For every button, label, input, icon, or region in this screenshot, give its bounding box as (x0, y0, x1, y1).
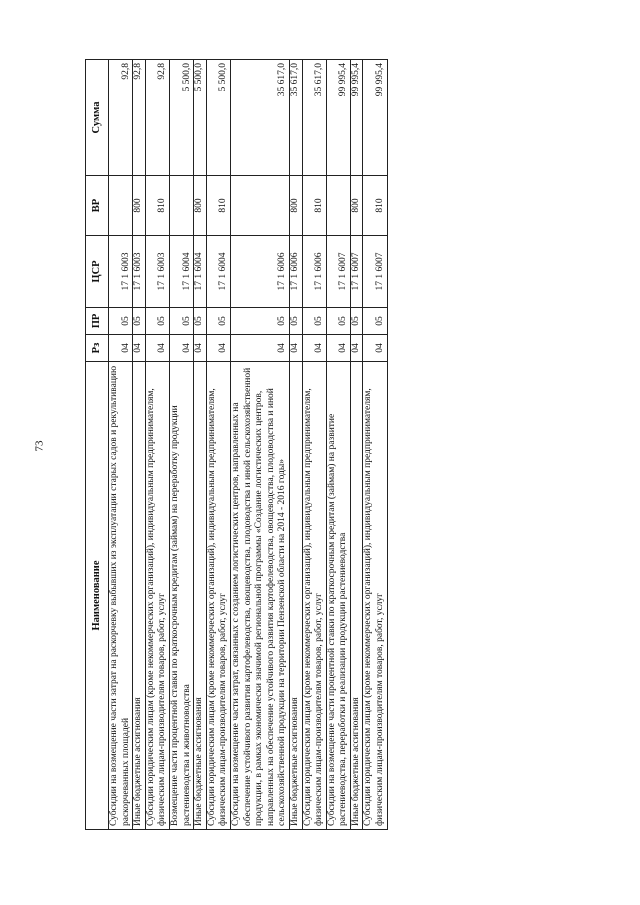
cell-pr: 05 (289, 308, 302, 335)
cell-csr: 17 1 6006 (230, 236, 289, 308)
cell-csr: 17 1 6004 (169, 236, 193, 308)
cell-vr: 800 (289, 176, 302, 236)
cell-sum: 35 617,0 (230, 60, 289, 176)
cell-name: Иные бюджетные ассигнования (133, 362, 146, 830)
cell-csr: 17 1 6003 (133, 236, 146, 308)
cell-sum: 99 995,4 (363, 60, 387, 176)
cell-sum: 99 995,4 (326, 60, 350, 176)
header-sum: Сумма (86, 60, 109, 176)
header-csr: ЦСР (86, 236, 109, 308)
cell-csr: 17 1 6003 (145, 236, 169, 308)
cell-sum: 99 995,4 (350, 60, 363, 176)
table-row (145, 60, 169, 830)
cell-rz: 04 (302, 335, 326, 362)
cell-csr: 17 1 6006 (302, 236, 326, 308)
cell-rz: 04 (350, 335, 363, 362)
table-row (194, 60, 207, 830)
cell-pr: 05 (326, 308, 350, 335)
cell-name: Иные бюджетные ассигнования (350, 362, 363, 830)
cell-csr: 17 1 6007 (363, 236, 387, 308)
cell-pr: 05 (145, 308, 169, 335)
table-body (109, 60, 388, 830)
cell-pr: 05 (363, 308, 387, 335)
cell-pr: 05 (230, 308, 289, 335)
cell-name: Субсидии на возмещение части затрат, связанных с созданием логистических центров, направленных на обеспечение устойчивого развития картофелеводства, овощеводства, плодоводства и иной сельскохозяйственной продукции, в рамках экономически значимой региональной программы «Создание логистических центров, направленных на обеспечение устойчивого развития картофелеводства, овощеводства, плодоводства и иной сельскохозяйственной продукции на территории Пензенской области на 2014 - 2016 годы» (230, 362, 289, 830)
table-row (169, 60, 193, 830)
table-row (109, 60, 133, 830)
cell-rz: 04 (326, 335, 350, 362)
table-row (133, 60, 146, 830)
header-rz: Рз (86, 335, 109, 362)
cell-csr: 17 1 6004 (194, 236, 207, 308)
table-row (363, 60, 387, 830)
table-row (230, 60, 289, 830)
cell-vr (326, 176, 350, 236)
cell-sum: 92,8 (133, 60, 146, 176)
cell-name: Иные бюджетные ассигнования (194, 362, 207, 830)
cell-pr: 05 (109, 308, 133, 335)
header-name: Наименование (86, 362, 109, 830)
cell-name: Субсидии юридическим лицам (кроме некоммерческих организаций), индивидуальным предпринимателям, физическим лицам-производителям товаров, работ, услуг (363, 362, 387, 830)
cell-vr (230, 176, 289, 236)
cell-pr: 05 (133, 308, 146, 335)
header-pr: ПР (86, 308, 109, 335)
cell-vr (169, 176, 193, 236)
header-vr: ВР (86, 176, 109, 236)
cell-vr: 810 (145, 176, 169, 236)
cell-rz: 04 (145, 335, 169, 362)
cell-pr: 05 (350, 308, 363, 335)
cell-rz: 04 (194, 335, 207, 362)
cell-vr: 810 (302, 176, 326, 236)
cell-sum: 5 500,0 (206, 60, 230, 176)
cell-csr: 17 1 6007 (350, 236, 363, 308)
cell-sum: 5 500,0 (169, 60, 193, 176)
cell-pr: 05 (302, 308, 326, 335)
cell-name: Возмещение части процентной ставки по краткосрочным кредитам (займам) на переработку продукции растениеводства и животноводства (169, 362, 193, 830)
cell-sum: 35 617,0 (302, 60, 326, 176)
cell-csr: 17 1 6003 (109, 236, 133, 308)
cell-pr: 05 (194, 308, 207, 335)
cell-csr: 17 1 6006 (289, 236, 302, 308)
cell-csr: 17 1 6007 (326, 236, 350, 308)
cell-rz: 04 (109, 335, 133, 362)
table-header-row (86, 60, 109, 830)
cell-vr (109, 176, 133, 236)
cell-vr: 810 (206, 176, 230, 236)
cell-sum: 5 500,0 (194, 60, 207, 176)
table-row (206, 60, 230, 830)
table-row (326, 60, 350, 830)
rotated-table-wrapper (85, 60, 565, 830)
cell-name: Субсидии юридическим лицам (кроме некоммерческих организаций), индивидуальным предпринимателям, физическим лицам-производителям товаров, работ, услуг (206, 362, 230, 830)
cell-name: Субсидии на возмещение части затрат на раскорчевку выбывших из эксплуатации старых садов и рекультивацию раскорчеванных площадей (109, 362, 133, 830)
cell-csr: 17 1 6004 (206, 236, 230, 308)
cell-vr: 800 (350, 176, 363, 236)
cell-name: Субсидии юридическим лицам (кроме некоммерческих организаций), индивидуальным предпринимателям, физическим лицам-производителям товаров, работ, услуг (145, 362, 169, 830)
cell-rz: 04 (289, 335, 302, 362)
cell-vr: 800 (194, 176, 207, 236)
table-row (289, 60, 302, 830)
cell-sum: 92,8 (145, 60, 169, 176)
cell-name: Субсидии на возмещение части процентной ставки по краткосрочным кредитам (займам) на развитие растениеводства, переработки и реализации продукции растениеводства (326, 362, 350, 830)
cell-rz: 04 (230, 335, 289, 362)
page-number: 73 (33, 440, 46, 452)
cell-vr: 810 (363, 176, 387, 236)
cell-rz: 04 (169, 335, 193, 362)
cell-name: Иные бюджетные ассигнования (289, 362, 302, 830)
cell-pr: 05 (206, 308, 230, 335)
cell-sum: 35 617,0 (289, 60, 302, 176)
table-row (302, 60, 326, 830)
cell-sum: 92,8 (109, 60, 133, 176)
cell-pr: 05 (169, 308, 193, 335)
cell-rz: 04 (206, 335, 230, 362)
table-row (350, 60, 363, 830)
budget-table (85, 59, 388, 830)
cell-vr: 800 (133, 176, 146, 236)
cell-rz: 04 (133, 335, 146, 362)
cell-name: Субсидии юридическим лицам (кроме некоммерческих организаций), индивидуальным предпринимателям, физическим лицам-производителям товаров, работ, услуг (302, 362, 326, 830)
cell-rz: 04 (363, 335, 387, 362)
